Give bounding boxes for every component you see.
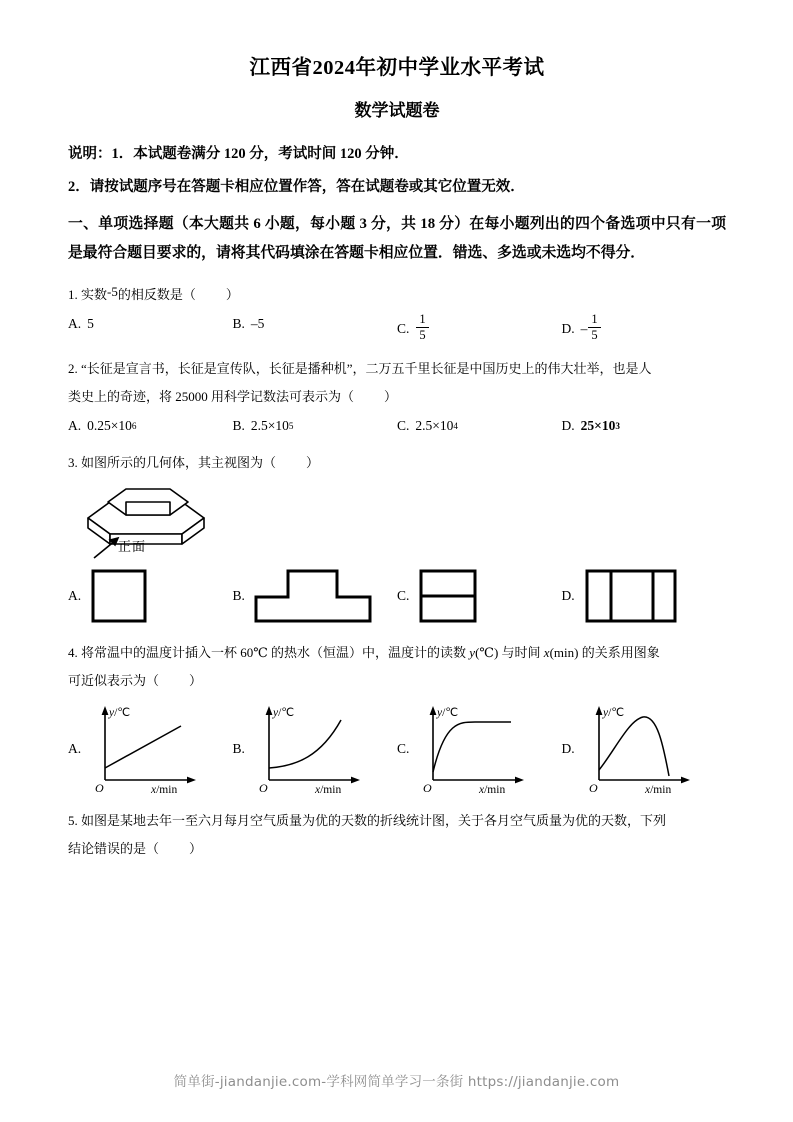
x-axis-label: x/min — [151, 784, 178, 795]
question-2-stem — [68, 356, 726, 382]
question-4-stem-close: ） — [189, 673, 203, 689]
question-3-front-label: 正面 — [118, 539, 147, 555]
option-label: D. — [561, 588, 575, 604]
y-axis-label: y/℃ — [602, 707, 624, 720]
multiply-icon: × — [432, 418, 440, 434]
question-5-stem-line-1: 如图是某地去年一至六月每月空气质量为优的天数的折线统计图，关于各月空气质量为优的天数，下列 — [81, 813, 667, 829]
option-label: A. — [68, 588, 82, 604]
y-axis-label: y/℃ — [437, 707, 459, 720]
question-5-stem-line-2: 结论错误的是（ — [68, 841, 160, 857]
question-2-stem-close: ） — [384, 389, 398, 405]
fraction-denominator: 5 — [419, 328, 426, 343]
multiply-icon: × — [594, 418, 602, 434]
question-4-option-d[interactable] — [562, 704, 727, 794]
option-sign: – — [580, 320, 588, 336]
rectangle-split-horizontal-icon — [417, 568, 485, 624]
option-label: D. — [561, 320, 575, 336]
option-text: –5 — [250, 315, 265, 331]
option-base: 10 — [275, 418, 289, 434]
option-label: B. — [232, 418, 245, 434]
question-1-options — [68, 311, 726, 345]
question-4-option-b[interactable] — [233, 704, 398, 794]
option-label: D. — [561, 418, 575, 434]
question-1-number: 1. — [68, 286, 78, 302]
footer-watermark: 简单街-jiandanjie.com-学科网简单学习一条街 https://jiandanjie.com — [173, 1074, 620, 1090]
question-4-stem-part-c: 的关系用图象 — [578, 645, 660, 661]
question-5-number: 5. — [68, 813, 78, 829]
question-1-stem-prefix: 实数 — [81, 286, 108, 302]
origin-label: O — [423, 781, 433, 795]
multiply-icon: × — [110, 418, 119, 434]
question-2-stem-line-2-row — [68, 384, 726, 410]
origin-label: O — [95, 781, 104, 795]
question-1-stem-close: ） — [225, 286, 239, 302]
section-one-heading: 一、单项选择题（本大题共 6 小题，每小题 3 分，共 18 分）在每小题列出的四个备选项中只有一项是最符合题目要求的，请将其代码填涂在答题卡相应位置．错选、多选或未选均不得分． — [68, 215, 726, 261]
question-4-option-a[interactable] — [68, 704, 233, 794]
question-4-stem-part-b: 与时间 — [498, 645, 544, 661]
option-mantissa: 2.5 — [250, 418, 268, 434]
stepped-t-shape-icon — [253, 568, 377, 624]
question-2-options — [68, 416, 726, 436]
question-4-unit-x: (min) — [549, 645, 579, 661]
option-base: 10 — [601, 418, 616, 434]
fraction — [416, 313, 428, 344]
question-1-stem — [68, 282, 726, 308]
option-label: D. — [561, 741, 575, 757]
question-4-variable-x: x — [543, 645, 550, 661]
option-base: 10 — [118, 418, 132, 434]
question-1-option-a[interactable] — [68, 314, 233, 334]
option-label: B. — [232, 588, 245, 604]
question-5-stem-line-2-row — [68, 836, 726, 862]
question-4-option-c[interactable] — [397, 704, 562, 794]
question-3-option-b[interactable] — [233, 568, 398, 624]
graph-convex-increasing-icon — [247, 704, 377, 794]
question-2-number: 2. — [68, 361, 78, 377]
option-label: B. — [232, 741, 245, 757]
x-axis-label: x/min — [479, 784, 506, 795]
page-title: 江西省2024年初中学业水平考试 — [249, 57, 545, 79]
question-3-solid-figure — [74, 482, 224, 560]
question-1-value: -5 — [107, 283, 118, 299]
question-3-number: 3. — [68, 455, 78, 471]
question-4-stem-line-2: 可近似表示为（ — [68, 673, 160, 689]
rectangle-tall-icon — [89, 568, 157, 624]
question-1-option-d[interactable] — [561, 311, 727, 345]
question-1-option-c[interactable] — [397, 311, 562, 345]
question-2-option-d[interactable]: D. 25 × 10 3 — [561, 418, 620, 434]
graph-saturating-increasing-icon — [411, 704, 541, 794]
multiply-icon: × — [267, 418, 276, 434]
question-4-options — [68, 704, 726, 794]
fraction-denominator: 5 — [591, 328, 598, 343]
instruction-line-2: 2．请按试题序号在答题卡相应位置作答，答在试题卷或其它位置无效． — [68, 179, 525, 196]
question-2-option-a[interactable]: A. 0.25 × 10 6 — [68, 418, 137, 434]
option-label: C. — [397, 741, 410, 757]
page-content — [68, 56, 726, 862]
option-label: A. — [68, 741, 82, 757]
question-5-stem — [68, 808, 726, 834]
question-4-unit-y: (℃) — [475, 645, 499, 661]
graph-rise-then-fall-icon — [577, 704, 707, 794]
question-1-option-b[interactable] — [233, 314, 398, 334]
question-4-stem — [68, 640, 726, 666]
option-base: 10 — [439, 418, 454, 434]
question-2-option-c[interactable]: C. 2.5 × 10 4 — [397, 418, 458, 434]
option-label: A. — [68, 418, 82, 434]
question-4-stem-part-a: 将常温中的温度计插入一杯 60℃ 的热水（恒温）中，温度计的读数 — [81, 645, 470, 661]
option-text: 5 — [87, 315, 94, 331]
question-4-variable-y: y — [469, 645, 476, 661]
question-3-stem-close: ） — [306, 455, 320, 471]
option-mantissa: 25 — [580, 418, 595, 434]
fraction-numerator: 1 — [588, 313, 600, 329]
option-label: C. — [397, 320, 410, 336]
question-3-option-a[interactable] — [68, 568, 233, 624]
question-1-stem-suffix: 的相反数是（ — [117, 286, 196, 302]
instruction-line-1: 说明：1．本试题卷满分 120 分，考试时间 120 分钟． — [68, 145, 409, 162]
graph-linear-increasing-icon — [83, 704, 213, 794]
option-label: C. — [397, 418, 410, 434]
x-axis-label: x/min — [314, 784, 342, 795]
question-3-option-d[interactable] — [562, 568, 727, 624]
question-5-stem-close: ） — [189, 841, 203, 857]
question-3-stem — [68, 450, 726, 476]
y-axis-label: y/℃ — [272, 707, 295, 720]
isometric-solid-icon — [74, 482, 224, 560]
option-mantissa: 2.5 — [415, 418, 433, 434]
question-3-option-c[interactable] — [397, 568, 562, 624]
question-4-stem-line-2-row — [68, 668, 726, 694]
question-4-number: 4. — [68, 645, 78, 661]
origin-label: O — [588, 781, 598, 795]
question-3-options — [68, 568, 726, 624]
origin-label: O — [258, 781, 268, 795]
question-2-stem-line-1: “长征是宣言书，长征是宣传队，长征是播种机”，二万五千里长征是中国历史上的伟大壮举，也是人 — [81, 361, 652, 377]
y-axis-label: y/℃ — [109, 707, 131, 720]
question-3-stem-text: 如图所示的几何体，其主视图为（ — [81, 455, 277, 471]
fraction — [588, 313, 600, 344]
option-label: A. — [68, 315, 82, 331]
question-2-stem-line-2: 类史上的奇迹，将 25000 用科学记数法可表示为（ — [68, 389, 355, 405]
option-label: C. — [397, 588, 410, 604]
option-mantissa: 0.25 — [87, 418, 111, 434]
fraction-numerator: 1 — [416, 313, 428, 329]
page-subtitle: 数学试题卷 — [354, 100, 440, 120]
x-axis-label: x/min — [644, 784, 671, 795]
question-2-option-b[interactable]: B. 2.5 × 10 5 — [232, 418, 294, 434]
option-label: B. — [232, 315, 245, 331]
rectangle-three-columns-icon — [583, 568, 683, 624]
